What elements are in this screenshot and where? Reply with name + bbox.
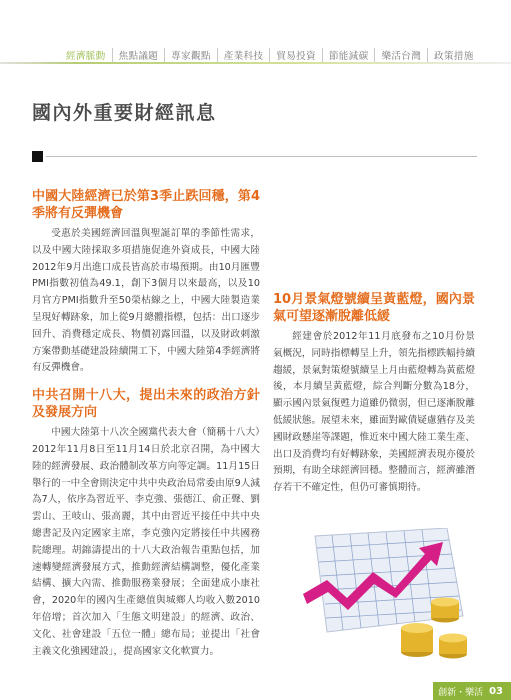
nav-item-focus-issues[interactable]: 焦點議題 xyxy=(112,48,165,62)
article-2-paragraph: 中國大陸第十八次全國黨代表大會（簡稱十八大）2012年11月8日至11月14日於北京召開，為中國大陸的經濟發展、政治體制改革方向等定調。11月15日舉行的一中全會則決定中共中央政治局常委由原9人減為7人，依序為習近平、李克強、張德江、俞正聲、劉雲山、王岐山、張高麗，其中由習近平接任中共中央總書記及內定國家主席，李克強內定將接任中共國務院總理。胡錦濤提出的十八大政治報告重點包括，加速轉變經濟發展方式，推動經濟結構調整，優化產業結構、擴大內需、推動服務業發展；全面建成小康社會，2020年的國內生產總值與城鄉人均收入數2010年倍增；首次加入「生態文明建設」的經濟、政治、文化、社會建設「五位一體」總布局；並提出「社會主義文化強國建設」，提高國家文化軟實力。 xyxy=(32,427,260,657)
nav-divider xyxy=(0,62,511,64)
page-title: 國內外重要財經訊息 xyxy=(32,102,217,124)
page-number: 03 xyxy=(489,685,503,697)
top-navigation xyxy=(60,48,511,62)
article-2-title: 中共召開十八大，提出未來的政治方針及發展方向 xyxy=(32,388,260,421)
section-marker xyxy=(32,151,43,162)
nav-item-economic-pulse[interactable]: 經濟脈動 xyxy=(66,51,106,62)
nav-item-lohas-taiwan[interactable]: 樂活台灣 xyxy=(374,48,427,62)
page-footer xyxy=(433,682,511,700)
article-1-paragraph: 受惠於美國經濟回溫與聖誕訂單的季節性需求，以及中國大陸採取多項措施促進外資成長，中國大陸2012年9月出進口成長皆高於市場預期。由10月匯豐PMI指數初值為49.1，創下3個月以來最高，以及10月官方PMI指數升至50榮枯線之上，中國大陸製造業呈現好轉跡象，加上從9月總體指標，包括：出口逐步回升、消費穩定成長、物價初露回溫，以及財政刺激方案帶動基礎建設陸續開工下，中國大陸第4季經濟將有反彈機會。 xyxy=(32,228,260,374)
growth-chart-illustration xyxy=(297,528,483,660)
footer-label: 創新・樂活 xyxy=(438,687,484,698)
nav-item-policy-measures[interactable]: 政策措施 xyxy=(427,48,480,62)
section-divider xyxy=(46,156,477,157)
nav-item-industry-tech[interactable]: 產業科技 xyxy=(217,48,270,62)
nav-item-trade-investment[interactable]: 貿易投資 xyxy=(269,48,322,62)
left-column xyxy=(32,188,260,700)
article-3-paragraph: 經建會於2012年11月底發布之10月份景氣概況，同時指標轉呈上升，領先指標跌幅持續趨緩，景氣對策燈號續呈上月由藍燈轉為黃藍燈後，本月續呈黃藍燈，綜合判斷分數為18分，顯示國內景氣復甦力道雖仍微弱，但已逐漸脫離低緩狀態。展望未來，雖面對歐債疑慮猶存及美國財政懸崖等課題，惟近來中國大陸工業生產、出口及消費均有好轉跡象，美國經濟表現亦優於預期，有助全球經濟回穩。整體而言，經濟雖潛存若干不確定性，但仍可審慎期待。 xyxy=(273,331,475,494)
article-3-title: 10月景氣燈號續呈黃藍燈，國內景氣可望逐漸脫離低緩 xyxy=(273,292,475,324)
nav-item-expert-views[interactable]: 專家觀點 xyxy=(164,48,217,62)
nav-item-energy-saving[interactable]: 節能減碳 xyxy=(322,48,375,62)
right-column xyxy=(273,201,475,506)
article-1-title: 中國大陸經濟已於第3季止跌回穩，第4季將有反彈機會 xyxy=(32,189,260,221)
